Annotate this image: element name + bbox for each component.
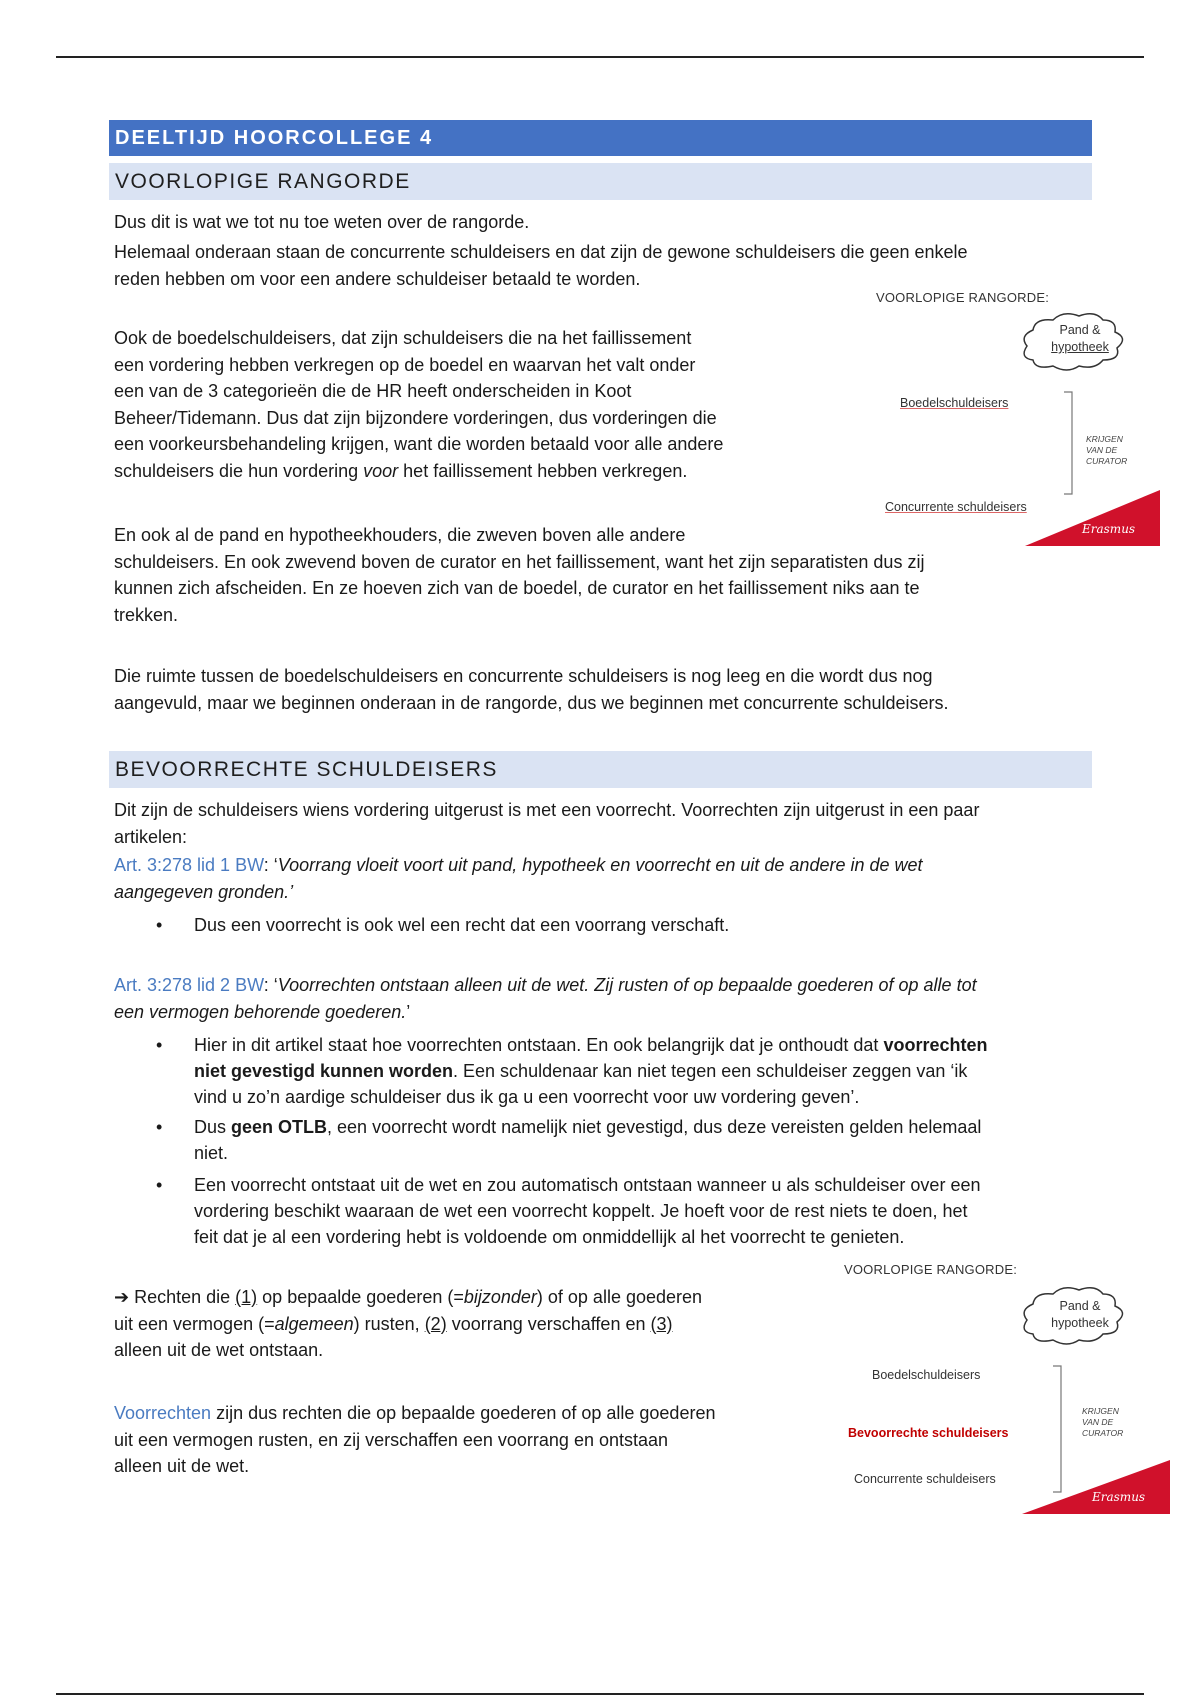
paragraph-boedelschuldeisers: Ook de boedelschuldeisers, dat zijn schuldeisers die na het faillissement een vordering hebben verkregen op de boedel en waarvan het valt onder een van de 3 categorieën die de HR heeft onderscheiden in Koot Beheer/Tidemann. Dus dat zijn bijzondere vorderingen, dus vorderingen die een voorkeursbehandeling krijgen, want die worden betaald voor alle andere schuldeisers die hun vordering voor het faillissement hebben verkregen. xyxy=(114,328,724,481)
logo-triangle xyxy=(1025,490,1160,546)
cloud-label: Pand & hypotheek xyxy=(1051,1299,1109,1330)
section-heading-voorlopige-rangorde: VOORLOPIGE RANGORDE xyxy=(109,163,1092,200)
bullet-list-1 xyxy=(114,912,729,938)
list-item: • Een voorrecht ontstaat uit de wet en zou automatisch ontstaan wanneer u als schuldeiser over een vordering beschikt waaraan de wet een voorrecht koppelt. Je hoeft voor de rest niets te doen, het feit dat je al een vordering hebt is voldoende om onmiddellijk al het voorrecht te genieten. xyxy=(156,1175,981,1247)
main-heading: DEELTIJD HOORCOLLEGE 4 xyxy=(109,120,1092,156)
label-concurrente-schuldeisers: Concurrente schuldeisers xyxy=(854,1472,996,1486)
list-item: • Dus geen OTLB, een voorrecht wordt namelijk niet gevestigd, dus deze vereisten gelden helemaal niet. xyxy=(156,1117,982,1163)
slide-voorlopige-rangorde-2 xyxy=(810,1256,1170,1514)
slide-title: VOORLOPIGE RANGORDE: xyxy=(876,290,1050,305)
article-quote-1: Art. 3:278 lid 1 BW: ‘Voorrang vloeit voort uit pand, hypotheek en voorrecht en uit de andere in de wet aangegeven gronden.’ xyxy=(114,855,923,902)
section-heading-bevoorrechte-schuldeisers: BEVOORRECHTE SCHULDEISERS xyxy=(109,751,1092,788)
list-item: • Dus een voorrecht is ook wel een recht dat een voorrang verschaft. xyxy=(156,915,730,935)
label-boedelschuldeisers: Boedelschuldeisers xyxy=(872,1368,981,1382)
label-krijgen-van-de-curator: KRIJGEN VAN DE CURATOR xyxy=(1086,434,1128,466)
paragraph-voorrechten: Voorrechten zijn dus rechten die op bepaalde goederen of op alle goederen uit een vermogen rusten, en zij verschaffen een voorrang en ontstaan alleen uit de wet. xyxy=(114,1403,716,1476)
slide-title: VOORLOPIGE RANGORDE: xyxy=(844,1262,1018,1277)
slide-voorlopige-rangorde-1 xyxy=(820,282,1160,546)
article-link-3-278-lid-1[interactable]: Art. 3:278 lid 1 BW xyxy=(114,855,264,875)
bracket-icon xyxy=(1064,392,1072,494)
article-link-3-278-lid-2[interactable]: Art. 3:278 lid 2 BW xyxy=(114,975,264,995)
cloud-label: Pand & hypotheek xyxy=(1051,323,1109,354)
page-top-rule xyxy=(56,56,1144,58)
paragraph-rechten: ➔ Rechten die (1) op bepaalde goederen (=bijzonder) of op alle goederen uit een vermogen (=algemeen) rusten, (2) voorrang verschaffen en (3) alleen uit de wet ontstaan. xyxy=(114,1287,703,1360)
erasmus-logo: Erasmus xyxy=(1082,522,1136,536)
arrow-icon: ➔ xyxy=(114,1287,130,1307)
label-boedelschuldeisers: Boedelschuldeisers xyxy=(900,396,1009,410)
list-item: • Hier in dit artikel staat hoe voorrechten ontstaan. En ook belangrijk dat je onthoudt dat voorrechten niet gevestigd kunnen worden. Een schuldenaar kan niet tegen een schuldeiser zeggen van ‘ik vind u zo’n aardige schuldeiser dus ik ga u een voorrecht voor uw vordering geven’. xyxy=(156,1035,988,1107)
bullet-list-2 xyxy=(114,1032,987,1250)
logo-triangle xyxy=(1022,1460,1170,1514)
page-bottom-rule xyxy=(56,1693,1144,1695)
paragraph-pand-hypotheek: En ook al de pand en hypotheekhouders, die zweven boven alle andere schuldeisers. En ook zwevend boven de curator en het faillissement, want het zijn separatisten dus zij kunnen zich afscheiden. En ze hoeven zich van de boedel, de curator en het faillissement niks aan te trekken. xyxy=(114,525,925,625)
label-concurrente-schuldeisers: Concurrente schuldeisers xyxy=(885,500,1027,514)
label-krijgen-van-de-curator: KRIJGEN VAN DE CURATOR xyxy=(1082,1406,1124,1438)
paragraph: Dit zijn de schuldeisers wiens vordering uitgerust is met een voorrecht. Voorrechten zijn uitgerust in een paar artikelen: xyxy=(114,800,980,847)
paragraph-ruimte: Die ruimte tussen de boedelschuldeisers en concurrente schuldeisers is nog leeg en die wordt dus nog aangevuld, maar we beginnen onderaan in de rangorde, dus we beginnen met concurrente schuldeisers. xyxy=(114,666,949,713)
bracket-icon xyxy=(1053,1366,1061,1492)
paragraph: Dus dit is wat we tot nu toe weten over de rangorde. xyxy=(114,212,530,232)
label-bevoorrechte-schuldeisers: Bevoorrechte schuldeisers xyxy=(848,1426,1009,1440)
paragraph: Helemaal onderaan staan de concurrente schuldeisers en dat zijn de gewone schuldeisers die geen enkele reden hebben om voor een andere schuldeiser betaald te worden. xyxy=(114,242,968,289)
article-quote-2: Art. 3:278 lid 2 BW: ‘Voorrechten ontstaan alleen uit de wet. Zij rusten of op bepaalde goederen of op alle tot een vermogen behorende goederen.’ xyxy=(114,975,977,1022)
erasmus-logo: Erasmus xyxy=(1092,1490,1146,1504)
